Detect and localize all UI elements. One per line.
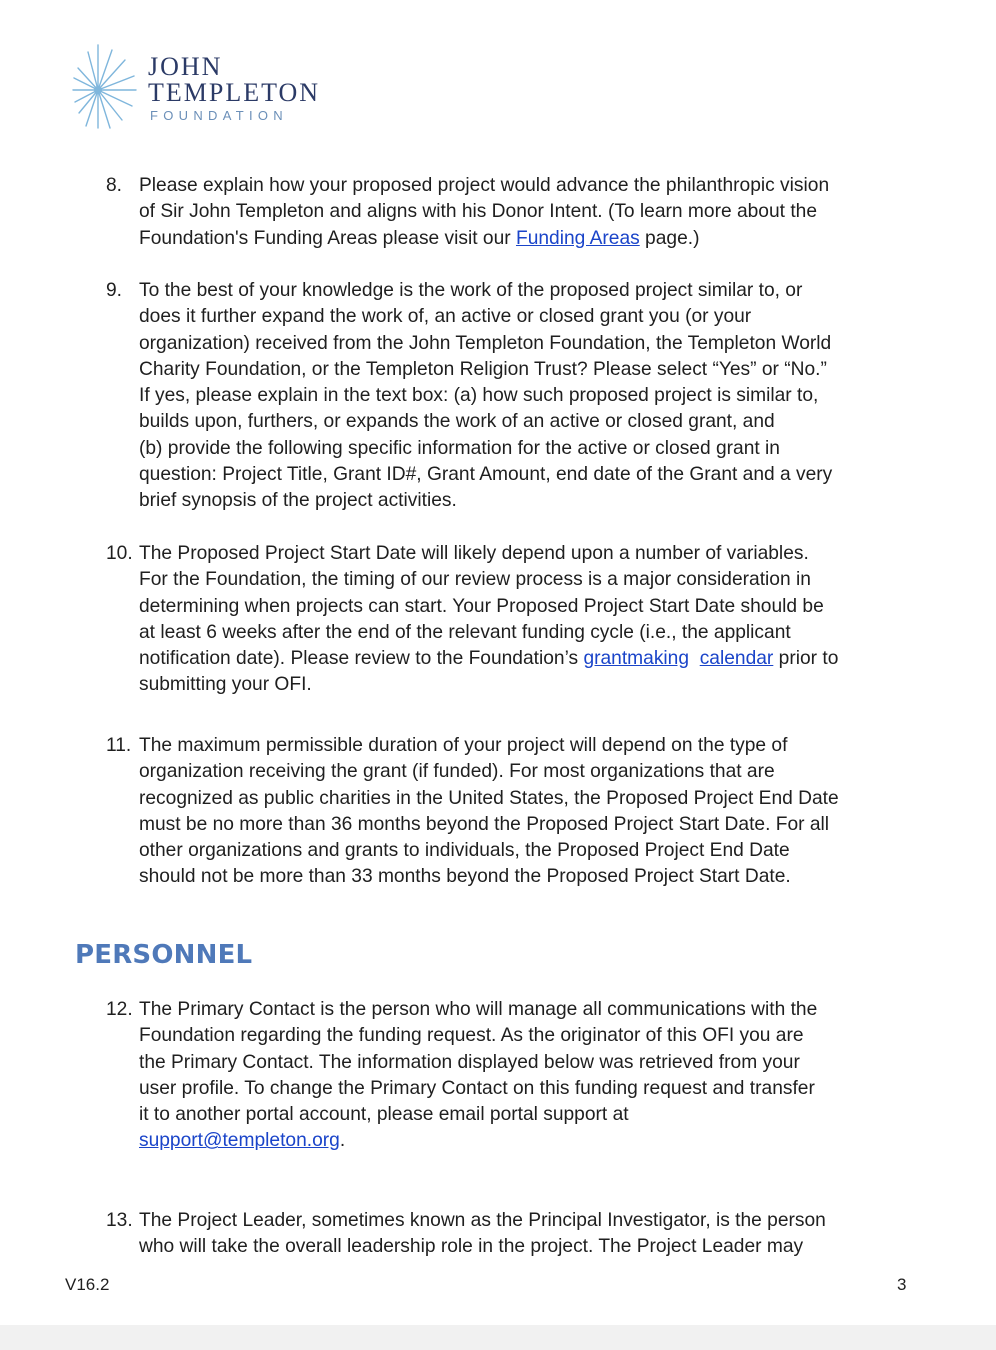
item-line: the Primary Contact. The information displayed below was retrieved from your [139,1051,800,1073]
item-number: 8. [106,175,123,196]
item-line: The Project Leader, sometimes known as the Principal Investigator, is the person [139,1210,826,1231]
foundation-logo [70,40,370,130]
item-line: (b) provide the following specific information for the active or closed grant in [139,437,780,459]
item-text: prior to [773,648,839,670]
logo-text-foundation: FOUNDATION [150,108,288,123]
funding-areas-link[interactable]: Funding Areas [515,227,640,249]
item-line: Foundation regarding the funding request. As the originator of this OFI you are [139,1025,804,1047]
item-line: of Sir John Templeton and aligns with his Donor Intent. (To learn more about the [139,201,817,223]
item-line [139,646,914,672]
calendar-link[interactable]: calendar [699,648,774,670]
logo-text-templeton: TEMPLETON [148,78,321,107]
item-line: should not be more than 33 months beyond the Proposed Project Start Date. [139,866,791,888]
item-line: If yes, please explain in the text box: (a) how such proposed project is similar to, [139,385,819,407]
item-line: at least 6 weeks after the end of the relevant funding cycle (i.e., the applicant [139,621,791,643]
logo-text-john: JOHN [148,52,223,81]
footer-version: V16.2 [65,1275,110,1294]
item-line: To the best of your knowledge is the work of the proposed project similar to, or [139,280,803,301]
item-line: determining when projects can start. Your Proposed Project Start Date should be [139,595,824,617]
item-line: The Primary Contact is the person who will manage all communications with the [139,999,818,1020]
item-line: user profile. To change the Primary Contact on this funding request and transfer [139,1077,815,1099]
item-line: other organizations and grants to individuals, the Proposed Project End Date [139,840,790,862]
item-line: who will take the overall leadership role in the project. The Project Leader may [139,1236,804,1258]
item-line: builds upon, furthers, or expands the work of an active or closed grant, and [139,411,775,433]
item-number: 9. [106,280,123,301]
item-number: 12. [106,999,133,1020]
item-number: 13. [106,1210,133,1231]
item-text: Foundation's Funding Areas please visit our [139,227,516,249]
grantmaking-link[interactable]: grantmaking [583,648,690,670]
item-line [139,1128,914,1154]
item-line: For the Foundation, the timing of our review process is a major consideration in [139,569,811,591]
item-text: page.) [639,227,700,249]
item-line: question: Project Title, Grant ID#, Grant Amount, end date of the Grant and a very [139,464,833,486]
viewer-bottom-bar [0,1325,996,1350]
item-line: Please explain how your proposed project would advance the philanthropic vision [139,175,830,196]
item-line [139,226,914,252]
support-email-link[interactable]: support@templeton.org [139,1130,340,1152]
item-line: brief synopsis of the project activities. [139,490,457,512]
item-line: Charity Foundation, or the Templeton Religion Trust? Please select “Yes” or “No.” [139,358,827,380]
item-number: 11. [106,735,132,756]
section-title-personnel: PERSONNEL [75,940,253,970]
item-text: notification date). Please review to the Foundation’s [139,648,584,670]
item-line: does it further expand the work of, an active or closed grant you (or your [139,306,752,328]
item-text: . [339,1130,346,1152]
starburst-icon [70,40,146,130]
item-line: must be no more than 36 months beyond the Proposed Project Start Date. For all [139,813,830,835]
item-line: submitting your OFI. [139,674,312,696]
item-line: organization) received from the John Templeton Foundation, the Templeton World [139,332,832,354]
footer-page-number: 3 [897,1275,907,1294]
item-line: recognized as public charities in the United States, the Proposed Project End Date [139,787,839,809]
item-line: The maximum permissible duration of your project will depend on the type of [139,735,788,756]
item-number: 10. [106,543,133,564]
item-line: it to another portal account, please email portal support at [139,1104,629,1126]
item-line: The Proposed Project Start Date will likely depend upon a number of variables. [139,543,809,564]
item-line: organization receiving the grant (if funded). For most organizations that are [139,761,775,783]
